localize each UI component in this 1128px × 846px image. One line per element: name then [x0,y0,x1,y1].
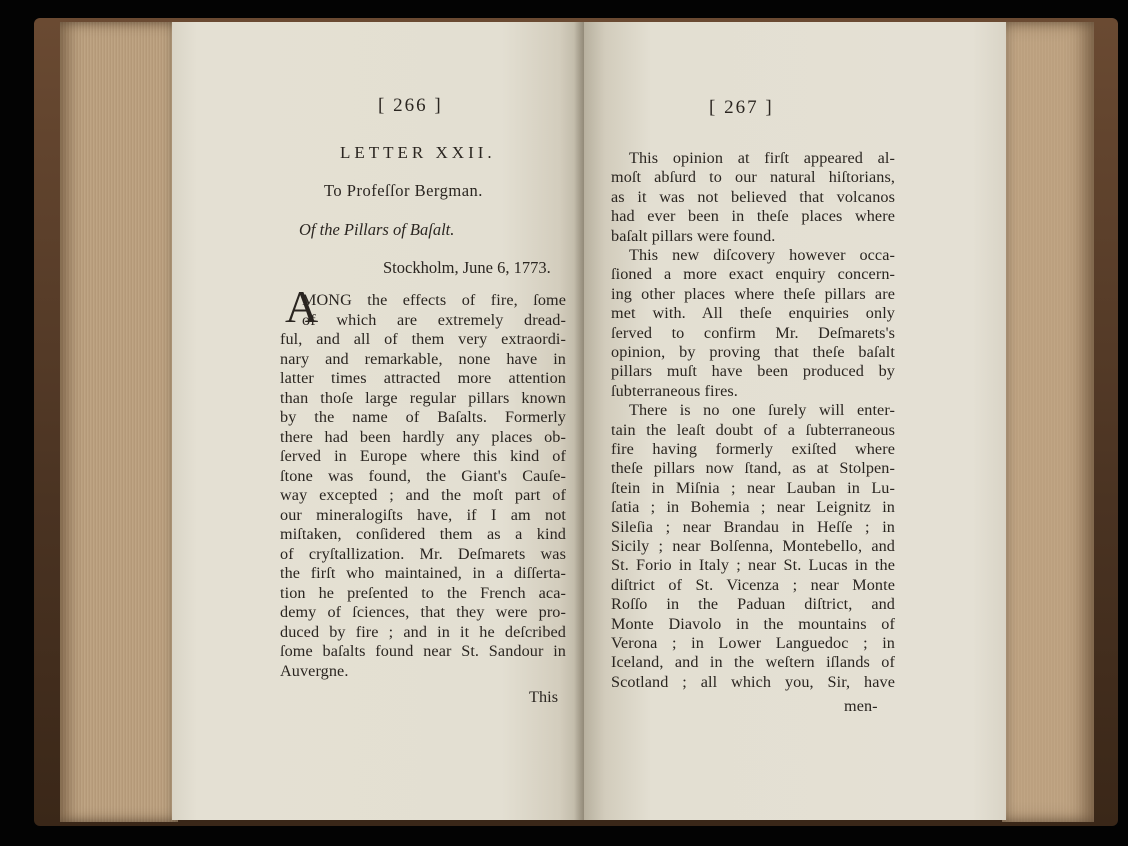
left-body-line: ſerved in Europe where this kind of [280,447,566,465]
right-body-line: Monte Diavolo in the mountains of [611,614,895,633]
left-body-line: ſome baſalts found near St. Sandour in [280,642,566,660]
right-page-edges [1002,22,1094,822]
right-body-line: Verona ; in Lower Languedoc ; in [611,634,895,652]
right-body-line: This opinion at firſt appeared al- [629,149,895,167]
right-body-line: moſt abſurd to our natural hiſtorians, [611,168,895,187]
drop-cap: A [285,281,319,332]
right-page [584,22,1006,820]
left-body-line: duced by fire ; and in it he deſcribed [280,622,566,641]
left-page-number: [ 266 ] [378,95,443,116]
left-body-line: tion he preſented to the French aca- [280,583,566,602]
right-body-line: Iceland, and in the weſtern iſlands of [611,653,895,672]
left-body-line: by the name of Baſalts. Formerly [280,408,566,426]
left-body-line: ful, and all of them very extraordi- [280,330,566,348]
left-page [172,22,584,820]
right-body-line: diſtrict of St. Vicenza ; near Monte [611,575,895,594]
left-body-line: demy of ſciences, that they were pro- [280,603,566,621]
right-body-line: St. Forio in Italy ; near St. Lucas in the [611,556,895,575]
right-body-line: This new diſcovery however occa- [629,246,895,264]
right-body-line: ſatia ; in Bohemia ; near Leignitz in [611,498,895,517]
left-body-line: the firſt who maintained, in a diſſerta- [280,564,566,582]
right-body-line: fire having formerly exiſted where [611,440,895,458]
right-body-line: ſerved to confirm Mr. Deſmarets's [611,323,895,342]
right-catchword: men- [844,697,878,715]
right-body-line: There is no one ſurely will enter- [629,401,895,420]
left-body-line: latter times attracted more attention [280,369,566,387]
left-page-edges [60,22,178,822]
right-body-line: Sicily ; near Bolſenna, Montebello, and [611,537,895,555]
right-body-line: ing other places where theſe pillars are [611,284,895,303]
left-body-line: of which are extremely dread- [302,310,566,329]
right-body-line: had ever been in theſe places where [611,207,895,226]
right-body-line: Roſſo in the Paduan diſtrict, and [611,595,895,614]
right-body-line: baſalt pillars were found. [611,226,776,245]
right-body-line: opinion, by proving that theſe baſalt [611,343,895,361]
left-body-line: miſtaken, conſidered them as a kind [280,525,566,543]
left-body-line: our mineralogiſts have, if I am not [280,505,566,524]
right-body-line: met with. All theſe enquiries only [611,304,895,323]
right-page-number: [ 267 ] [709,97,774,118]
letter-dateline: Stockholm, June 6, 1773. [383,258,551,277]
right-body-line: ſtein in Miſnia ; near Lauban in Lu- [611,478,895,497]
letter-address: To Profeſſor Bergman. [324,181,483,200]
right-body-line: theſe pillars now ſtand, as at Stolpen- [611,459,895,478]
right-body-line: tain the leaſt doubt of a ſubterraneous [611,420,895,439]
right-body-line: pillars muſt have been produced by [611,362,895,381]
right-body-line: as it was not believed that volcanos [611,187,895,206]
right-body-line: Sileſia ; near Brandau in Heſſe ; in [611,517,895,536]
left-catchword: This [529,688,559,706]
right-body-line: Scotland ; all which you, Sir, have [611,672,895,691]
left-body-line: way excepted ; and the moſt part of [280,486,566,504]
left-body-line: than thoſe large regular pillars known [280,388,566,407]
left-body-line: Auvergne. [280,661,349,680]
left-body-line: there had been hardly any places ob- [280,427,566,446]
left-body-line: nary and remarkable, none have in [280,349,566,368]
right-body-line: ſubterraneous fires. [611,381,738,400]
letter-subtitle: Of the Pillars of Baſalt. [299,220,455,239]
left-body-line: ſtone was found, the Giant's Cauſe- [280,466,566,485]
letter-title: LETTER XXII. [340,143,496,162]
right-body-line: ſioned a more exact enquiry concern- [611,265,895,284]
left-body-line: of cryſtallization. Mr. Deſmarets was [280,544,566,563]
left-body-line: MONG the effects of fire, ſome [302,291,566,309]
